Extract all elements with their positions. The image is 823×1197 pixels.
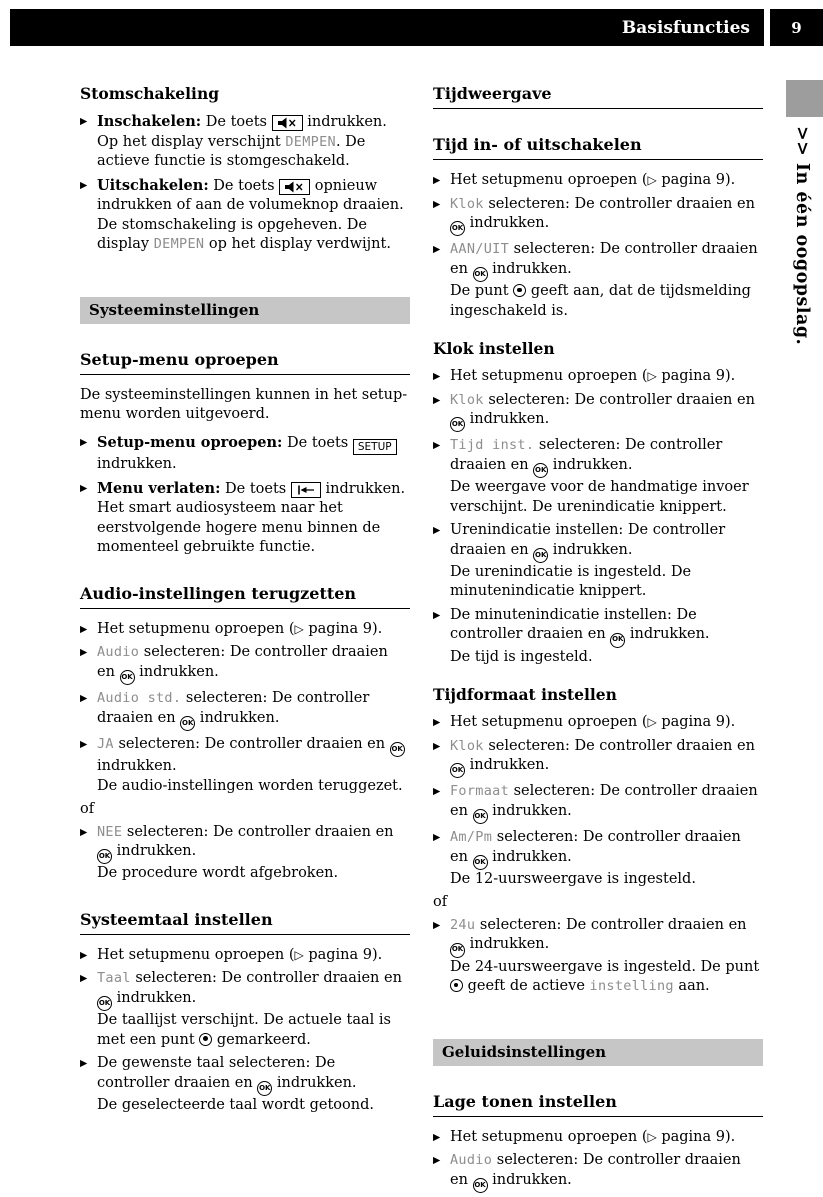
text-run: selecteren: De controller draaien en: [97, 690, 370, 726]
text-run: indrukken.: [112, 989, 197, 1006]
bold-label: Inschakelen:: [97, 113, 202, 130]
text-run: selecteren: De controller draaien en: [483, 737, 755, 754]
bullet-icon: ▶: [433, 609, 441, 621]
display-menu-label: Formaat: [450, 783, 509, 800]
bold-label: Uitschakelen:: [97, 176, 209, 194]
text-run: Het setupmenu oproepen (: [97, 620, 295, 637]
text-run: De gewenste taal selecteren: De controller draaien en: [97, 1055, 336, 1091]
text-run: selecteren: De controller draaien en: [483, 195, 755, 212]
instruction-item: [80, 689, 410, 731]
ok-button-icon: OK: [473, 809, 488, 824]
mute-key-icon: [279, 179, 310, 195]
section-heading: Audio-instellingen terugzetten: [80, 584, 410, 609]
text-run: Het setupmenu oproepen (: [450, 714, 648, 730]
ok-button-icon: OK: [120, 670, 135, 685]
text-run: indrukken.: [134, 663, 219, 680]
text-run: pagina 9).: [656, 172, 736, 188]
section-heading: Lage tonen instellen: [433, 1092, 763, 1117]
text-run: indrukken.: [465, 757, 550, 773]
page-ref-icon: ▷: [647, 715, 657, 729]
instruction-item: [433, 195, 763, 237]
page-ref-icon: ▷: [294, 947, 304, 962]
bullet-icon: ▶: [433, 175, 441, 186]
setup-key: SETUP: [353, 439, 397, 455]
section-heading: Tijdweergave: [433, 84, 763, 109]
bullet-icon: ▶: [433, 740, 441, 752]
instruction-item: [80, 1054, 410, 1115]
instruction-item: [433, 737, 763, 779]
text-run: De geselecteerde taal wordt getoond.: [97, 1096, 374, 1113]
text-run: De punt: [450, 283, 514, 299]
text-run: geeft aan, dat de tijdsmelding ingeschakeld is.: [450, 283, 751, 319]
instruction-item: [80, 433, 410, 475]
instruction-text: [450, 916, 763, 997]
text-run: indrukken.: [487, 260, 572, 277]
bullet-icon: ▶: [433, 394, 441, 406]
instruction-text: [450, 521, 763, 602]
text-run: Op het display verschijnt: [97, 133, 286, 150]
display-menu-label: JA: [97, 735, 114, 752]
instruction-item: [433, 713, 763, 733]
text-run: De stomschakeling is opgeheven. De display: [97, 216, 367, 252]
text-run: indrukken.: [625, 626, 710, 643]
text-run: indrukken.: [97, 456, 177, 473]
ok-button-icon: OK: [450, 417, 465, 432]
instruction-text: [450, 195, 763, 237]
ok-button-icon: OK: [390, 742, 405, 757]
section-heading: Tijdformaat instellen: [433, 685, 617, 704]
bullet-icon: ▶: [433, 1131, 441, 1143]
instruction-text: [97, 946, 410, 966]
text-run: selecteren: De controller draaien en: [122, 823, 394, 840]
instruction-text: [97, 1054, 410, 1115]
text-run: indrukken.: [465, 215, 550, 231]
ok-button-icon: OK: [97, 996, 112, 1011]
section-banner: Geluidsinstellingen: [433, 1039, 763, 1066]
bullet-icon: ▶: [433, 786, 441, 798]
text-run: selecteren: De controller draaien en: [450, 437, 723, 473]
display-menu-label: Tijd inst.: [450, 437, 535, 454]
text-run: Het setupmenu oproepen (: [450, 1128, 648, 1145]
instruction-text: [97, 433, 410, 475]
instruction-text: [450, 367, 763, 387]
instruction-item: [433, 521, 763, 602]
text-run: De toets: [220, 480, 291, 497]
display-menu-label: Klok: [450, 195, 484, 212]
text-run: gemarkeerd.: [212, 1031, 311, 1048]
page-ref-icon: ▷: [647, 173, 657, 187]
text-run: De 12-uursweergave is ingesteld.: [450, 870, 696, 887]
text-run: indrukken.: [465, 936, 550, 953]
instruction-text: [97, 620, 410, 640]
text-run: De procedure wordt afgebroken.: [97, 865, 339, 882]
instruction-item: [433, 1128, 763, 1148]
ok-button-icon: OK: [473, 267, 488, 282]
instruction-item: [80, 643, 410, 685]
instruction-text: [97, 735, 410, 796]
instruction-item: [433, 828, 763, 889]
connector-text: of: [80, 801, 95, 817]
instruction-item: [433, 782, 763, 824]
instruction-item: [433, 606, 763, 667]
instruction-item: [80, 479, 410, 558]
text-run: selecteren: De controller draaien en: [450, 829, 741, 865]
bullet-icon: ▶: [433, 525, 441, 536]
ok-button-icon: OK: [533, 463, 548, 478]
bullet-icon: ▶: [80, 1058, 88, 1069]
text-run: op het display verdwijnt.: [204, 236, 391, 252]
text-run: indrukken.: [465, 411, 550, 427]
display-menu-label: Audio: [97, 644, 140, 661]
text-run: indrukken.: [487, 1171, 572, 1188]
active-dot-icon: [513, 284, 526, 297]
instruction-text: [450, 1128, 763, 1148]
text-run: indrukken.: [112, 843, 197, 859]
header-bar: [10, 9, 764, 46]
instruction-item: [80, 946, 410, 966]
ok-button-icon: OK: [257, 1081, 272, 1096]
text-run: pagina 9).: [303, 620, 383, 637]
text-run: De audio-instellingen worden teruggezet.: [97, 777, 403, 794]
instruction-text: [97, 689, 410, 731]
text-run: selecteren: De controller draaien en: [450, 783, 758, 819]
text-run: pagina 9).: [656, 714, 736, 730]
display-menu-label: DEMPEN: [153, 236, 205, 252]
page-ref-icon: ▷: [647, 369, 657, 383]
display-menu-label: Klok: [450, 737, 484, 754]
bullet-icon: ▶: [80, 436, 88, 448]
ok-button-icon: OK: [533, 548, 548, 563]
instruction-item: [80, 176, 410, 255]
text-run: pagina 9).: [656, 1128, 736, 1145]
active-dot-icon: [199, 1033, 212, 1046]
instruction-item: [80, 969, 410, 1050]
bullet-icon: ▶: [80, 179, 88, 191]
section-heading: Klok instellen: [433, 339, 555, 358]
text-run: Urenindicatie instellen: De controller draaien en: [450, 522, 726, 558]
column-left: [80, 84, 410, 1197]
bold-label: Setup-menu oproepen:: [97, 433, 283, 451]
bullet-icon: ▶: [433, 244, 441, 256]
text-run: indrukken.: [195, 709, 280, 726]
section-banner: Systeeminstellingen: [80, 297, 410, 324]
instruction-item: [80, 823, 410, 884]
text-run: Het setupmenu oproepen (: [450, 172, 648, 188]
instruction-item: [80, 735, 410, 796]
display-menu-label: Klok: [450, 391, 484, 408]
display-menu-label: AAN/UIT: [450, 241, 509, 258]
instruction-item: [433, 391, 763, 433]
bullet-icon: ▶: [433, 1155, 441, 1166]
text-run: geeft de actieve: [463, 978, 590, 994]
instruction-item: [80, 620, 410, 640]
text-run: Het setupmenu oproepen (: [450, 368, 648, 384]
display-menu-label: Audio std.: [97, 690, 182, 706]
text-run: selecteren: De controller draaien en: [97, 644, 388, 680]
text-run: selecteren: De controller draaien en: [113, 735, 390, 752]
instruction-item: [80, 112, 410, 172]
text-run: De taallijst verschijnt. De actuele taal is met een punt: [97, 1012, 391, 1048]
instruction-item: [433, 171, 763, 191]
bullet-icon: ▶: [433, 832, 441, 843]
bullet-icon: ▶: [80, 826, 88, 838]
instruction-text: [450, 737, 763, 779]
instruction-item: [433, 367, 763, 387]
text-run: indrukken.: [487, 848, 572, 865]
instruction-text: [450, 171, 763, 191]
text-run: selecteren: De controller draaien en: [483, 391, 755, 408]
text-run: . De actieve functie is stomgeschakeld.: [97, 133, 366, 169]
text-run: indrukken.: [97, 758, 177, 774]
display-menu-label: Audio: [450, 1152, 493, 1168]
mute-key-icon: [272, 115, 303, 131]
section-heading: Stomschakeling: [80, 84, 220, 103]
text-run: De systeeminstellingen kunnen in het setup-menu worden uitgevoerd.: [80, 386, 408, 422]
text-run: selecteren: De controller draaien en: [450, 241, 758, 277]
text-run: indrukken.: [487, 802, 572, 819]
bold-label: Menu verlaten:: [97, 479, 221, 497]
page-ref-icon: ▷: [294, 621, 304, 636]
page-number: 9: [770, 9, 823, 46]
text-run: De minutenindicatie instellen: De controller draaien en: [450, 606, 697, 643]
ok-button-icon: OK: [450, 943, 465, 958]
instruction-text: [450, 1151, 763, 1193]
bullet-icon: ▶: [80, 693, 88, 704]
chapter-tab-label: >> In één oogopslag.: [792, 126, 812, 346]
text-run: indrukken.: [272, 1074, 357, 1091]
text-run: aan.: [673, 978, 710, 994]
chapter-tab-marker: [786, 80, 823, 117]
text-run: Het smart audiosysteem naar het eerstvolgende hogere menu binnen de momenteel gebruikte functie.: [97, 500, 381, 556]
ok-button-icon: OK: [473, 1178, 488, 1193]
paragraph: [80, 386, 410, 425]
page-ref-icon: ▷: [647, 1129, 657, 1144]
bullet-icon: ▶: [433, 717, 441, 728]
column-right: [433, 84, 763, 1197]
instruction-item: [433, 916, 763, 997]
bullet-icon: ▶: [80, 116, 88, 127]
text-run: De toets: [201, 114, 272, 130]
ok-button-icon: OK: [610, 633, 625, 648]
section-heading: Tijd in- of uitschakelen: [433, 135, 763, 160]
text-run: De 24-uursweergave is ingesteld. De punt: [450, 958, 760, 975]
bullet-icon: ▶: [80, 973, 88, 985]
text-run: indrukken.: [302, 114, 387, 130]
instruction-text: [97, 643, 410, 685]
text-run: pagina 9).: [303, 946, 383, 963]
instruction-item: [433, 240, 763, 321]
page-title: Basisfuncties: [621, 17, 750, 38]
instruction-text: [450, 713, 763, 733]
ok-button-icon: OK: [450, 221, 465, 236]
text-run: De toets: [282, 434, 353, 451]
instruction-text: [450, 391, 763, 433]
instruction-item: [433, 436, 763, 517]
bullet-icon: ▶: [433, 198, 441, 210]
display-menu-label: 24u: [450, 916, 476, 933]
ok-button-icon: OK: [450, 763, 465, 778]
instruction-text: [97, 176, 410, 255]
ok-button-icon: OK: [180, 716, 195, 731]
instruction-text: [97, 112, 410, 172]
display-menu-label: Taal: [97, 970, 131, 987]
display-menu-label: instelling: [589, 978, 674, 994]
display-menu-label: NEE: [97, 823, 123, 840]
text-run: indrukken.: [320, 480, 406, 497]
text-run: De toets: [208, 177, 280, 194]
instruction-text: [450, 828, 763, 889]
bullet-icon: ▶: [433, 919, 441, 931]
bullet-icon: ▶: [80, 738, 88, 750]
display-menu-label: DEMPEN: [285, 133, 336, 150]
connector-text: of: [433, 894, 448, 911]
active-dot-icon: [450, 979, 463, 992]
page-content: [80, 84, 763, 1197]
text-run: De urenindicatie is ingesteld. De minutenindicatie knippert.: [450, 563, 692, 600]
text-run: selecteren: De controller draaien en: [130, 970, 402, 987]
bullet-icon: ▶: [433, 371, 441, 382]
text-run: indrukken.: [548, 456, 633, 473]
text-run: selecteren: De controller draaien en: [475, 916, 747, 933]
section-heading: Systeemtaal instellen: [80, 910, 410, 935]
instruction-text: [450, 436, 763, 517]
ok-button-icon: OK: [473, 855, 488, 870]
text-run: indrukken.: [548, 541, 633, 558]
instruction-text: [97, 823, 410, 884]
text-run: selecteren: De controller draaien en: [450, 1152, 741, 1188]
bullet-icon: ▶: [80, 949, 88, 961]
bullet-icon: ▶: [80, 623, 88, 635]
text-run: opnieuw indrukken of aan de volumeknop draaien.: [97, 177, 404, 213]
display-menu-label: Am/Pm: [450, 829, 493, 845]
ok-button-icon: OK: [97, 849, 112, 864]
instruction-text: [450, 606, 763, 667]
instruction-text: [450, 240, 763, 321]
text-run: Het setupmenu oproepen (: [97, 946, 295, 963]
section-heading: Setup-menu oproepen: [80, 350, 410, 375]
instruction-item: [433, 1151, 763, 1193]
instruction-text: [97, 479, 410, 558]
instruction-text: [97, 969, 410, 1050]
text-run: De weergave voor de handmatige invoer verschijnt. De urenindicatie knippert.: [450, 479, 749, 515]
text-run: De tijd is ingesteld.: [450, 648, 593, 665]
back-key-icon: [291, 482, 321, 498]
bullet-icon: ▶: [433, 440, 441, 452]
bullet-icon: ▶: [80, 482, 88, 494]
instruction-text: [450, 782, 763, 824]
text-run: pagina 9).: [656, 368, 736, 384]
bullet-icon: ▶: [80, 647, 88, 659]
